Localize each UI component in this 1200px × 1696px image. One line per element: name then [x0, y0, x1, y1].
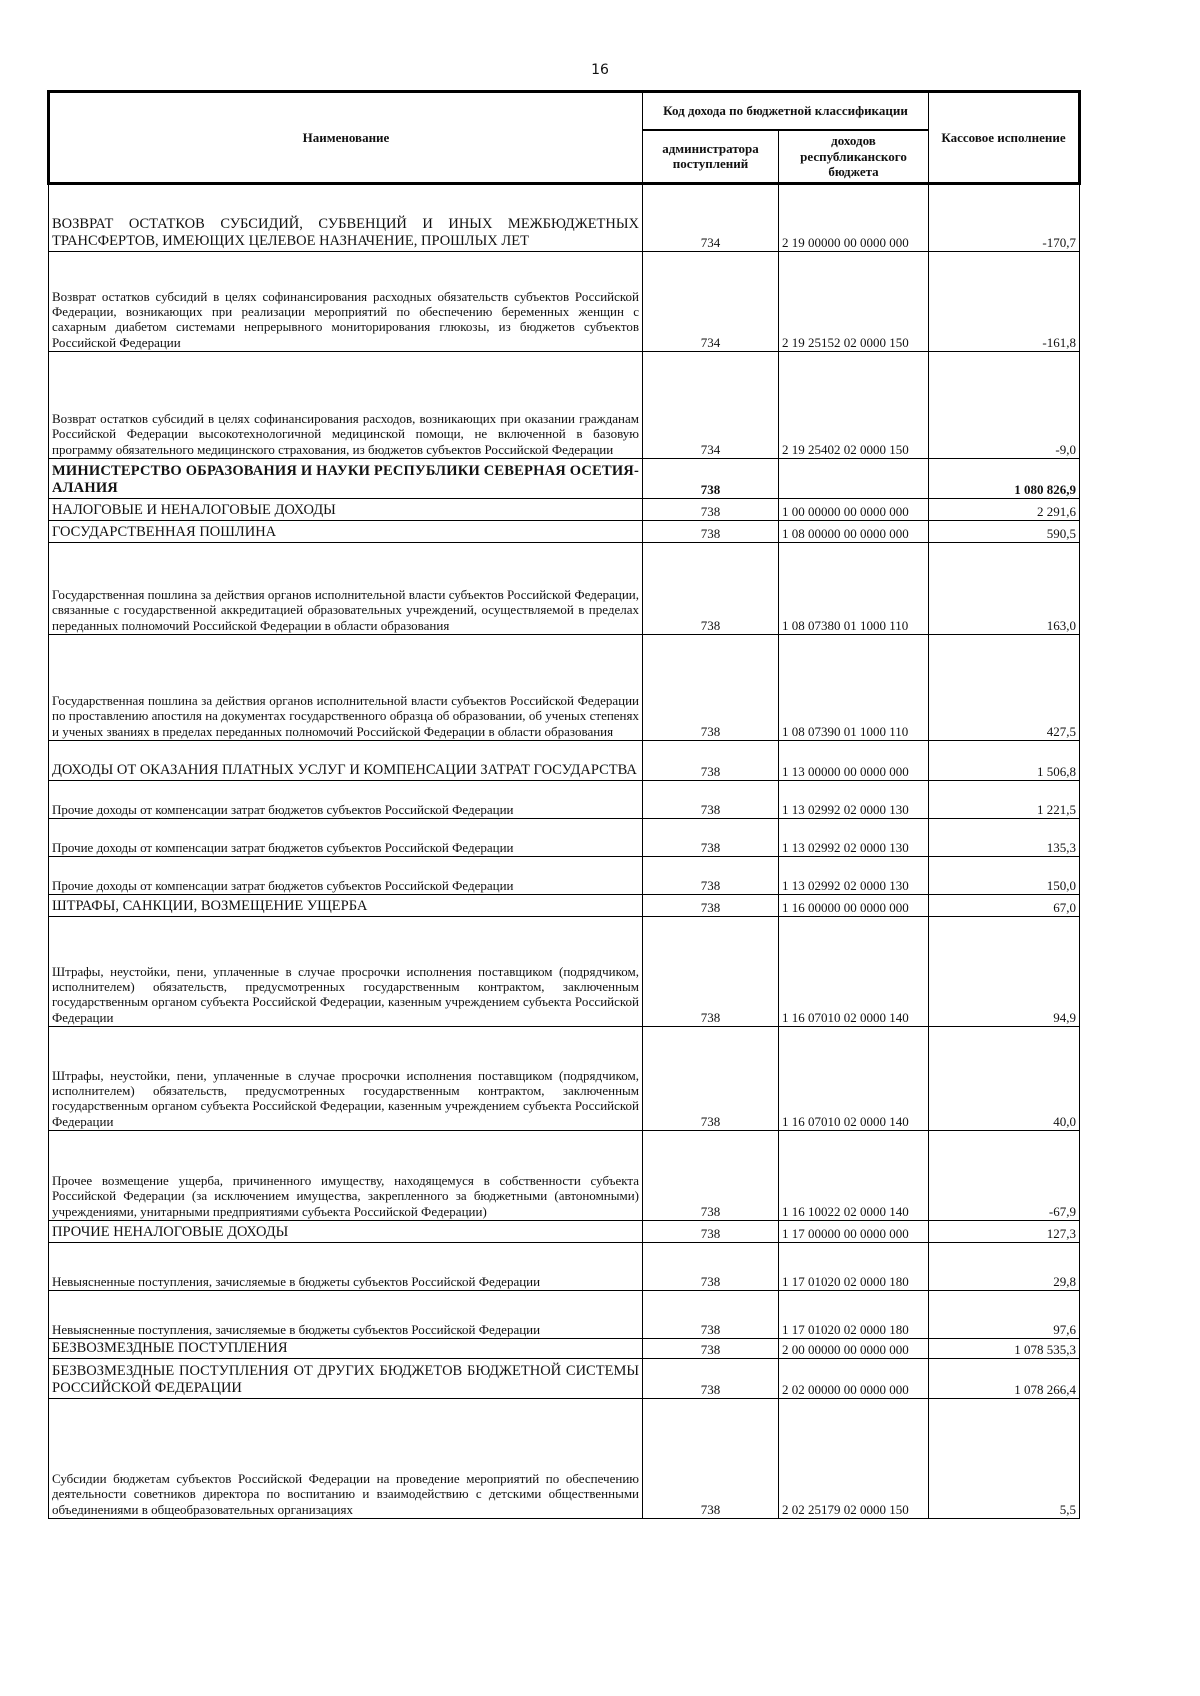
row-name: Прочие доходы от компенсации затрат бюджетов субъектов Российской Федерации: [49, 857, 643, 895]
table-row: [49, 1291, 1080, 1339]
row-amount: -9,0: [929, 352, 1080, 459]
row-name: Государственная пошлина за действия органов исполнительной власти субъектов Российской Федерации по проставлению апостиля на документах государственного образца об образовании, об ученых степенях и ученых званиях в пределах переданных полномочий Российской Федерации в области образования: [49, 635, 643, 741]
table-row: [49, 1221, 1080, 1243]
row-revenue-code: 1 17 01020 02 0000 180: [779, 1291, 929, 1339]
table-row: [49, 635, 1080, 741]
row-revenue-code: 2 00 00000 00 0000 000: [779, 1339, 929, 1359]
row-amount: 1 506,8: [929, 741, 1080, 781]
row-name: Штрафы, неустойки, пени, уплаченные в случае просрочки исполнения поставщиком (подрядчиком, исполнителем) обязательств, предусмотренных государственным контрактом, заключенным государственным органом субъекта Российской Федерации, казенным учреждением субъекта Российской Федерации: [49, 917, 643, 1027]
row-name: ШТРАФЫ, САНКЦИИ, ВОЗМЕЩЕНИЕ УЩЕРБА: [49, 895, 643, 917]
row-amount: 427,5: [929, 635, 1080, 741]
row-admin-code: 738: [643, 1291, 779, 1339]
row-admin-code: 738: [643, 543, 779, 635]
row-name: МИНИСТЕРСТВО ОБРАЗОВАНИЯ И НАУКИ РЕСПУБЛИКИ СЕВЕРНАЯ ОСЕТИЯ-АЛАНИЯ: [49, 459, 643, 499]
row-admin-code: 738: [643, 1131, 779, 1221]
row-amount: 67,0: [929, 895, 1080, 917]
row-amount: 1 078 266,4: [929, 1359, 1080, 1399]
row-amount: 127,3: [929, 1221, 1080, 1243]
row-admin-code: 734: [643, 184, 779, 252]
page-number: 16: [591, 62, 609, 78]
row-amount: -67,9: [929, 1131, 1080, 1221]
row-amount: 135,3: [929, 819, 1080, 857]
table-row: [49, 857, 1080, 895]
row-revenue-code: 1 16 07010 02 0000 140: [779, 1027, 929, 1131]
row-amount: 29,8: [929, 1243, 1080, 1291]
table-row: [49, 895, 1080, 917]
row-amount: 5,5: [929, 1399, 1080, 1519]
row-admin-code: 738: [643, 1399, 779, 1519]
row-amount: 163,0: [929, 543, 1080, 635]
table-row: [49, 352, 1080, 459]
row-name: Прочее возмещение ущерба, причиненного имуществу, находящемуся в собственности субъекта Российской Федерации (за исключением имущества, закрепленного за бюджетными (автономными) учреждениями, унитарными предприятиями субъекта Российской Федерации): [49, 1131, 643, 1221]
row-name: Государственная пошлина за действия органов исполнительной власти субъектов Российской Федерации, связанные с государственной аккредитацией образовательных учреждений, осуществляемой в пределах переданных полномочий Российской Федерации в области образования: [49, 543, 643, 635]
row-revenue-code: 1 17 00000 00 0000 000: [779, 1221, 929, 1243]
row-amount: 1 078 535,3: [929, 1339, 1080, 1359]
table-row: [49, 1243, 1080, 1291]
header-admin: администратора поступлений: [643, 130, 779, 184]
row-revenue-code: 1 13 00000 00 0000 000: [779, 741, 929, 781]
row-admin-code: 738: [643, 1027, 779, 1131]
table-row: [49, 1399, 1080, 1519]
revenue-table: [47, 90, 1081, 1519]
row-amount: 1 080 826,9: [929, 459, 1080, 499]
row-admin-code: 738: [643, 635, 779, 741]
row-admin-code: 738: [643, 781, 779, 819]
row-name: ПРОЧИЕ НЕНАЛОГОВЫЕ ДОХОДЫ: [49, 1221, 643, 1243]
row-name: Штрафы, неустойки, пени, уплаченные в случае просрочки исполнения поставщиком (подрядчиком, исполнителем) обязательств, предусмотренных государственным контрактом, заключенным государственным органом субъекта Российской Федерации, казенным учреждением субъекта Российской Федерации: [49, 1027, 643, 1131]
row-amount: 97,6: [929, 1291, 1080, 1339]
table-row: [49, 1131, 1080, 1221]
row-admin-code: 738: [643, 459, 779, 499]
row-name: ВОЗВРАТ ОСТАТКОВ СУБСИДИЙ, СУБВЕНЦИЙ И ИНЫХ МЕЖБЮДЖЕТНЫХ ТРАНСФЕРТОВ, ИМЕЮЩИХ ЦЕЛЕВОЕ НАЗНАЧЕНИЕ, ПРОШЛЫХ ЛЕТ: [49, 184, 643, 252]
row-admin-code: 738: [643, 917, 779, 1027]
row-name: Невыясненные поступления, зачисляемые в бюджеты субъектов Российской Федерации: [49, 1243, 643, 1291]
table-row: [49, 184, 1080, 252]
table-row: [49, 741, 1080, 781]
table-row: [49, 521, 1080, 543]
table-row: [49, 781, 1080, 819]
row-admin-code: 738: [643, 1339, 779, 1359]
row-revenue-code: 1 13 02992 02 0000 130: [779, 781, 929, 819]
row-revenue-code: 1 16 00000 00 0000 000: [779, 895, 929, 917]
row-admin-code: 738: [643, 1221, 779, 1243]
table-header: [49, 92, 1080, 184]
row-revenue-code: 1 08 07380 01 1000 110: [779, 543, 929, 635]
table-row: [49, 1359, 1080, 1399]
row-name: ГОСУДАРСТВЕННАЯ ПОШЛИНА: [49, 521, 643, 543]
row-name: Возврат остатков субсидий в целях софинансирования расходных обязательств субъектов Российской Федерации, возникающих при реализации мероприятий по обеспечению беременных женщин с сахарным диабетом системами непрерывного мониторирования глюкозы, из бюджетов субъектов Российской Федерации: [49, 252, 643, 352]
header-name: Наименование: [49, 92, 643, 184]
row-revenue-code: 2 02 00000 00 0000 000: [779, 1359, 929, 1399]
row-revenue-code: 1 16 07010 02 0000 140: [779, 917, 929, 1027]
row-name: Возврат остатков субсидий в целях софинансирования расходов, возникающих при оказании гражданам Российской Федерации высокотехнологичной медицинской помощи, не включенной в базовую программу обязательного медицинского страхования, из бюджетов субъектов Российской Федерации: [49, 352, 643, 459]
row-amount: 1 221,5: [929, 781, 1080, 819]
row-amount: 590,5: [929, 521, 1080, 543]
table-row: [49, 917, 1080, 1027]
row-admin-code: 738: [643, 521, 779, 543]
row-revenue-code: [779, 459, 929, 499]
row-name: Невыясненные поступления, зачисляемые в бюджеты субъектов Российской Федерации: [49, 1291, 643, 1339]
row-revenue-code: 1 08 07390 01 1000 110: [779, 635, 929, 741]
row-name: БЕЗВОЗМЕЗДНЫЕ ПОСТУПЛЕНИЯ: [49, 1339, 643, 1359]
row-amount: -170,7: [929, 184, 1080, 252]
row-admin-code: 738: [643, 1243, 779, 1291]
row-revenue-code: 2 02 25179 02 0000 150: [779, 1399, 929, 1519]
table-row: [49, 459, 1080, 499]
table-body: [49, 184, 1080, 1519]
row-revenue-code: 1 13 02992 02 0000 130: [779, 819, 929, 857]
row-revenue-code: 1 16 10022 02 0000 140: [779, 1131, 929, 1221]
table-row: [49, 1339, 1080, 1359]
row-revenue-code: 1 13 02992 02 0000 130: [779, 857, 929, 895]
row-amount: 2 291,6: [929, 499, 1080, 521]
row-name: Субсидии бюджетам субъектов Российской Федерации на проведение мероприятий по обеспечению деятельности советников директора по воспитанию и взаимодействию с детскими общественными объединениями в общеобразовательных организациях: [49, 1399, 643, 1519]
row-name: Прочие доходы от компенсации затрат бюджетов субъектов Российской Федерации: [49, 819, 643, 857]
row-revenue-code: 2 19 00000 00 0000 000: [779, 184, 929, 252]
header-execution: Кассовое исполнение: [929, 92, 1080, 184]
row-name: НАЛОГОВЫЕ И НЕНАЛОГОВЫЕ ДОХОДЫ: [49, 499, 643, 521]
row-revenue-code: 2 19 25402 02 0000 150: [779, 352, 929, 459]
table-row: [49, 499, 1080, 521]
row-admin-code: 734: [643, 252, 779, 352]
row-amount: -161,8: [929, 252, 1080, 352]
row-revenue-code: 1 08 00000 00 0000 000: [779, 521, 929, 543]
row-amount: 150,0: [929, 857, 1080, 895]
header-revenue: доходов республиканского бюджета: [779, 130, 929, 184]
table-row: [49, 1027, 1080, 1131]
row-admin-code: 738: [643, 895, 779, 917]
header-code-group: Код дохода по бюджетной классификации: [643, 92, 929, 130]
row-admin-code: 734: [643, 352, 779, 459]
row-name: БЕЗВОЗМЕЗДНЫЕ ПОСТУПЛЕНИЯ ОТ ДРУГИХ БЮДЖЕТОВ БЮДЖЕТНОЙ СИСТЕМЫ РОССИЙСКОЙ ФЕДЕРАЦИИ: [49, 1359, 643, 1399]
row-revenue-code: 1 17 01020 02 0000 180: [779, 1243, 929, 1291]
row-admin-code: 738: [643, 1359, 779, 1399]
row-revenue-code: 2 19 25152 02 0000 150: [779, 252, 929, 352]
table-row: [49, 252, 1080, 352]
row-amount: 40,0: [929, 1027, 1080, 1131]
row-admin-code: 738: [643, 741, 779, 781]
row-amount: 94,9: [929, 917, 1080, 1027]
row-admin-code: 738: [643, 499, 779, 521]
row-admin-code: 738: [643, 857, 779, 895]
row-name: Прочие доходы от компенсации затрат бюджетов субъектов Российской Федерации: [49, 781, 643, 819]
row-revenue-code: 1 00 00000 00 0000 000: [779, 499, 929, 521]
row-name: ДОХОДЫ ОТ ОКАЗАНИЯ ПЛАТНЫХ УСЛУГ И КОМПЕНСАЦИИ ЗАТРАТ ГОСУДАРСТВА: [49, 741, 643, 781]
table-row: [49, 819, 1080, 857]
table-row: [49, 543, 1080, 635]
row-admin-code: 738: [643, 819, 779, 857]
